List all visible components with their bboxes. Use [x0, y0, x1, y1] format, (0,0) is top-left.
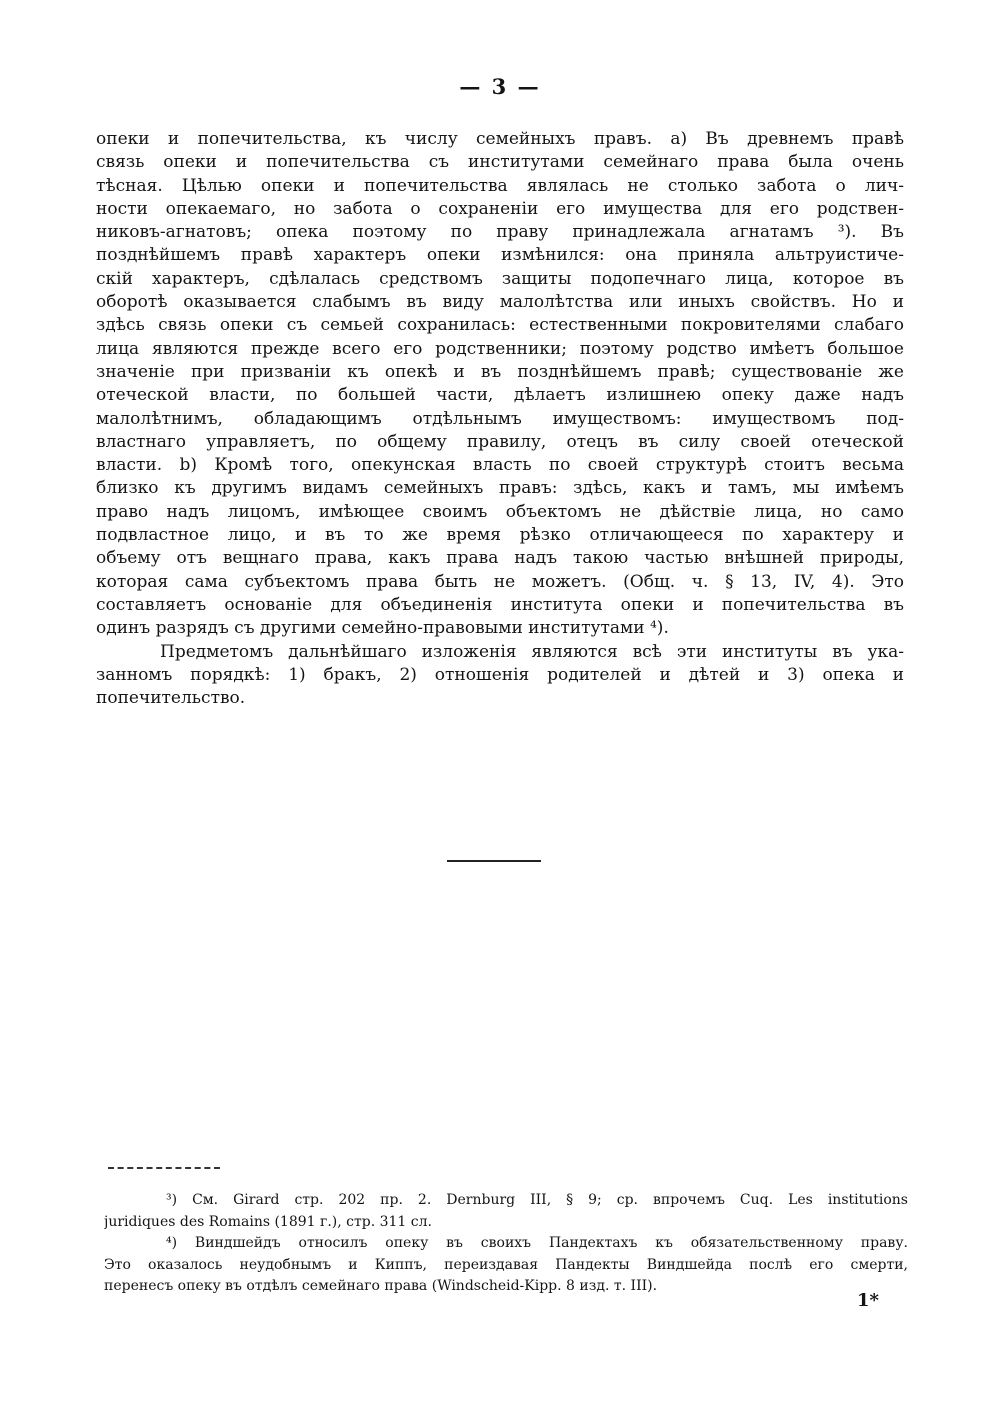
text-line: отеческой власти, по большей части, дѣлаетъ излишнею опеку даже надъ — [96, 385, 904, 406]
section-divider — [447, 860, 541, 862]
signature-mark: 1* — [857, 1290, 879, 1311]
text-line: оборотѣ оказывается слабымъ въ виду малолѣтства или иныхъ свойствъ. Но и — [96, 292, 904, 313]
text-line: занномъ порядкѣ: 1) бракъ, 2) отношенія родителей и дѣтей и 3) опека и — [96, 664, 904, 685]
text-line: властнаго управляетъ, по общему правилу, отецъ въ силу своей отеческой — [96, 431, 904, 452]
text-line: никовъ-агнатовъ; опека поэтому по праву принадлежала агнатамъ ³). Въ — [96, 222, 904, 243]
text-line: составляетъ основаніе для объединенія института опеки и попечительства въ — [96, 594, 904, 615]
text-line: Предметомъ дальнѣйшаго изложенія являются всѣ эти институты въ ука- — [160, 641, 904, 662]
text-line: подвластное лицо, и въ то же время рѣзко отличающееся по характеру и — [96, 525, 904, 546]
page-number: — 3 — — [459, 74, 541, 99]
text-line: здѣсь связь опеки съ семьей сохранилась: естественными покровителями слабаго — [96, 315, 904, 336]
footnote-line: Это оказалось неудобнымъ и Киппъ, переиздавая Пандекты Виндшейда послѣ его смерти, — [104, 1256, 908, 1273]
paragraph — [96, 128, 904, 641]
text-line: право надъ лицомъ, имѣющее своимъ объектомъ не дѣйствіе лица, но само — [96, 501, 904, 522]
footnote-divider — [108, 1167, 220, 1169]
footnote — [104, 1233, 908, 1298]
text-line: лица являются прежде всего его родственники; поэтому родство имѣетъ большое — [96, 338, 904, 359]
text-line: одинъ разрядъ съ другими семейно-правовыми институтами ⁴). — [96, 618, 669, 639]
text-line: власти. b) Кромѣ того, опекунская власть по своей структурѣ стоитъ весьма — [96, 455, 904, 476]
footnote-line: juridiques des Romains (1891 г.), стр. 311 сл. — [104, 1213, 432, 1230]
footnote-line: ⁴) Виндшейдъ относилъ опеку въ своихъ Пандектахъ къ обязательственному праву. — [166, 1235, 908, 1252]
footnote-line: ³) См. Girard стр. 202 пр. 2. Dernburg III, § 9; ср. впрочемъ Cuq. Les institutions — [166, 1192, 908, 1208]
text-line: позднѣйшемъ правѣ характеръ опеки измѣнился: она приняла альтруистиче- — [96, 245, 904, 266]
main-text — [96, 128, 904, 710]
text-line: связь опеки и попечительства съ институтами семейнаго права была очень — [96, 152, 904, 173]
footnote-line: перенесъ опеку въ отдѣлъ семейнаго права (Windscheid-Kipp. 8 изд. т. III). — [104, 1278, 658, 1295]
footnotes — [104, 1190, 908, 1298]
text-line: объему отъ вещнаго права, какъ права надъ такою частью внѣшней природы, — [96, 548, 904, 569]
footnote — [104, 1190, 908, 1233]
text-line: которая сама субъектомъ права быть не можетъ. (Общ. ч. § 13, IV, 4). Это — [96, 571, 904, 592]
paragraph — [96, 641, 904, 711]
text-line: ности опекаемаго, но забота о сохраненіи его имущества для его родствен- — [96, 198, 904, 219]
text-line: тѣсная. Цѣлью опеки и попечительства являлась не столько забота о лич- — [96, 175, 904, 196]
text-line: значеніе при призваніи къ опекѣ и въ позднѣйшемъ правѣ; существованіе же — [96, 361, 904, 382]
text-line: попечительство. — [96, 688, 246, 709]
text-line: малолѣтнимъ, обладающимъ отдѣльнымъ имуществомъ: имуществомъ под- — [96, 408, 904, 429]
text-line: опеки и попечительства, къ числу семейныхъ правъ. a) Въ древнемъ правѣ — [96, 129, 904, 149]
text-line: близко къ другимъ видамъ семейныхъ правъ: здѣсь, какъ и тамъ, мы имѣемъ — [96, 478, 904, 499]
text-line: скій характеръ, сдѣлалась средствомъ защиты подопечнаго лица, которое въ — [96, 268, 904, 289]
